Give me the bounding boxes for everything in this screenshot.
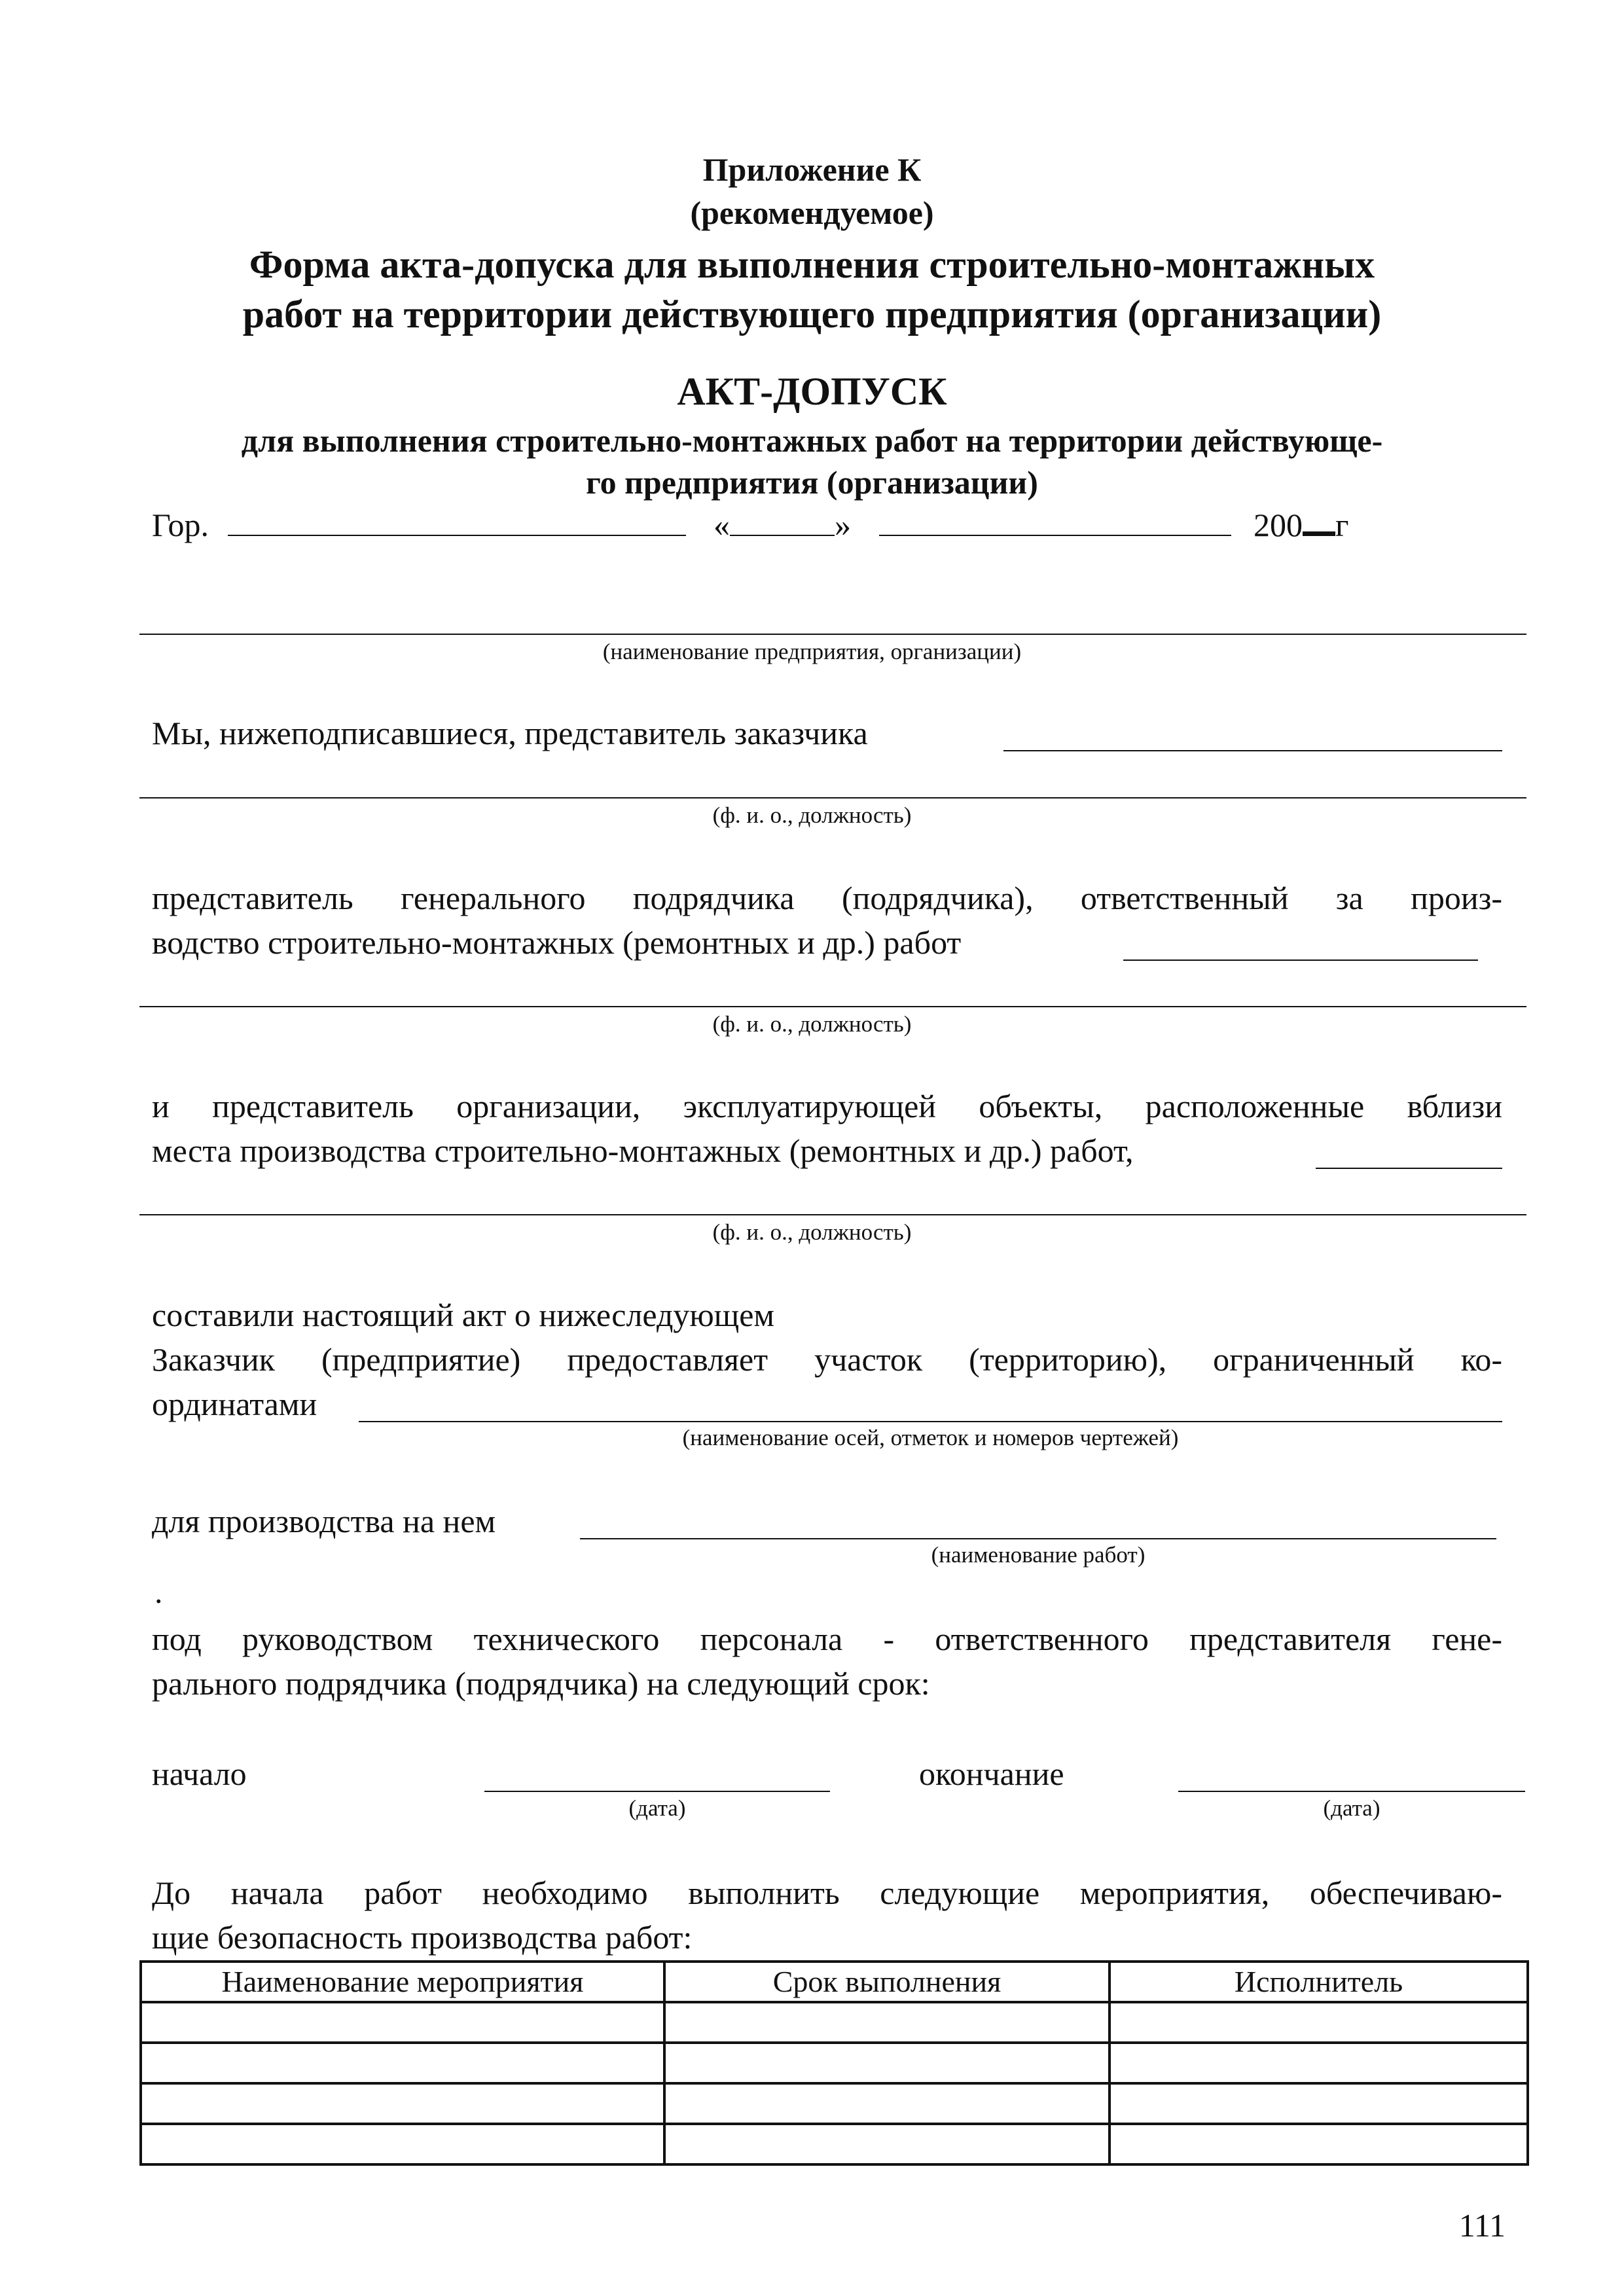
operator-line1: и представитель организации, эксплуатирующей объекты, расположенные вблизи (152, 1088, 1502, 1124)
coordinates-caption: (наименование осей, отметок и номеров чертежей) (682, 1425, 1179, 1450)
customer-rep-field[interactable] (1003, 750, 1502, 751)
customer-rep-field-continued[interactable] (139, 797, 1526, 798)
supervision-line2: рального подрядчика (подрядчика) на следующий срок: (152, 1665, 930, 1702)
contractor-field[interactable] (1123, 960, 1478, 961)
customer-provides-line1: Заказчик (предприятие) предоставляет участок (территорию), ограниченный ко- (152, 1341, 1502, 1378)
compiled-text: составили настоящий акт о нижеследующем (152, 1297, 775, 1333)
dot-mark: . (154, 1573, 163, 1610)
org-name-caption: (наименование предприятия, организации) (602, 639, 1022, 664)
day-field[interactable] (730, 509, 835, 536)
works-field[interactable] (580, 1538, 1496, 1539)
table-header-row (141, 1962, 1528, 2002)
city-label: Гор. (152, 507, 209, 543)
operator-field-continued[interactable] (139, 1214, 1526, 1215)
table-cell[interactable] (1110, 2083, 1528, 2124)
month-field[interactable] (879, 509, 1231, 536)
year-field[interactable] (1303, 505, 1335, 536)
close-quote: » (835, 507, 852, 543)
year-suffix: г (1335, 507, 1349, 543)
table-cell[interactable] (1110, 2043, 1528, 2083)
table-header-cell: Наименование мероприятия (141, 1962, 664, 2002)
measures-line1: До начала работ необходимо выполнить следующие мероприятия, обеспечиваю- (152, 1874, 1502, 1911)
operator-field[interactable] (1316, 1168, 1502, 1169)
table-cell[interactable] (141, 2083, 664, 2124)
year-prefix: 200 (1254, 507, 1303, 543)
coordinates-field[interactable] (359, 1421, 1502, 1422)
table-row (141, 2043, 1528, 2083)
table-header-cell: Исполнитель (1110, 1962, 1528, 2002)
table-row (141, 2124, 1528, 2164)
act-subtitle-line2: го предприятия (организации) (586, 464, 1038, 501)
table-row (141, 2002, 1528, 2043)
supervision-line1: под руководством технического персонала - ответственного представителя гене- (152, 1621, 1502, 1657)
act-title: АКТ-ДОПУСК (677, 370, 947, 413)
org-name-field[interactable] (139, 634, 1526, 635)
for-production-label: для производства на нем (152, 1503, 496, 1539)
contractor-field-continued[interactable] (139, 1006, 1526, 1007)
operator-line2: места производства строительно-монтажных (ремонтных и др.) работ, (152, 1132, 1134, 1169)
customer-rep-label: Мы, нижеподписавшиеся, представитель заказчика (152, 715, 868, 751)
measures-line2: щие безопасность производства работ: (152, 1919, 693, 1956)
table-cell[interactable] (1110, 2002, 1528, 2043)
start-date-caption: (дата) (628, 1795, 686, 1821)
recommended-label: (рекомендуемое) (690, 194, 934, 231)
open-quote: « (713, 507, 731, 543)
table-row (141, 2083, 1528, 2124)
table-cell[interactable] (664, 2043, 1110, 2083)
operator-caption: (ф. и. о., должность) (712, 1219, 912, 1245)
table-cell[interactable] (141, 2043, 664, 2083)
form-title-line1: Форма акта-допуска для выполнения строительно-монтажных (249, 243, 1375, 286)
start-date-field[interactable] (484, 1791, 830, 1792)
customer-rep-caption: (ф. и. о., должность) (712, 802, 912, 828)
table-header-cell: Срок выполнения (664, 1962, 1110, 2002)
works-caption: (наименование работ) (931, 1542, 1146, 1568)
table-cell[interactable] (141, 2124, 664, 2164)
table-cell[interactable] (664, 2002, 1110, 2043)
table-cell[interactable] (1110, 2124, 1528, 2164)
end-label: окончание (919, 1755, 1064, 1792)
table-cell[interactable] (664, 2124, 1110, 2164)
act-subtitle-line1: для выполнения строительно-монтажных работ на территории действующе- (241, 422, 1383, 459)
contractor-line1: представитель генерального подрядчика (подрядчика), ответственный за произ- (152, 880, 1502, 916)
contractor-caption: (ф. и. о., должность) (712, 1011, 912, 1037)
contractor-line2: водство строительно-монтажных (ремонтных и др.) работ (152, 924, 962, 961)
appendix-label: Приложение К (702, 151, 922, 188)
date-line (152, 503, 1526, 547)
end-date-field[interactable] (1178, 1791, 1525, 1792)
table-cell[interactable] (664, 2083, 1110, 2124)
customer-provides-line2: ординатами (152, 1386, 317, 1422)
table-cell[interactable] (141, 2002, 664, 2043)
page-number: 111 (1458, 2207, 1506, 2244)
city-field[interactable] (228, 509, 686, 536)
end-date-caption: (дата) (1323, 1795, 1380, 1821)
form-title-line2: работ на территории действующего предприятия (организации) (242, 293, 1382, 336)
start-label: начало (152, 1755, 247, 1792)
measures-table (139, 1960, 1529, 2166)
